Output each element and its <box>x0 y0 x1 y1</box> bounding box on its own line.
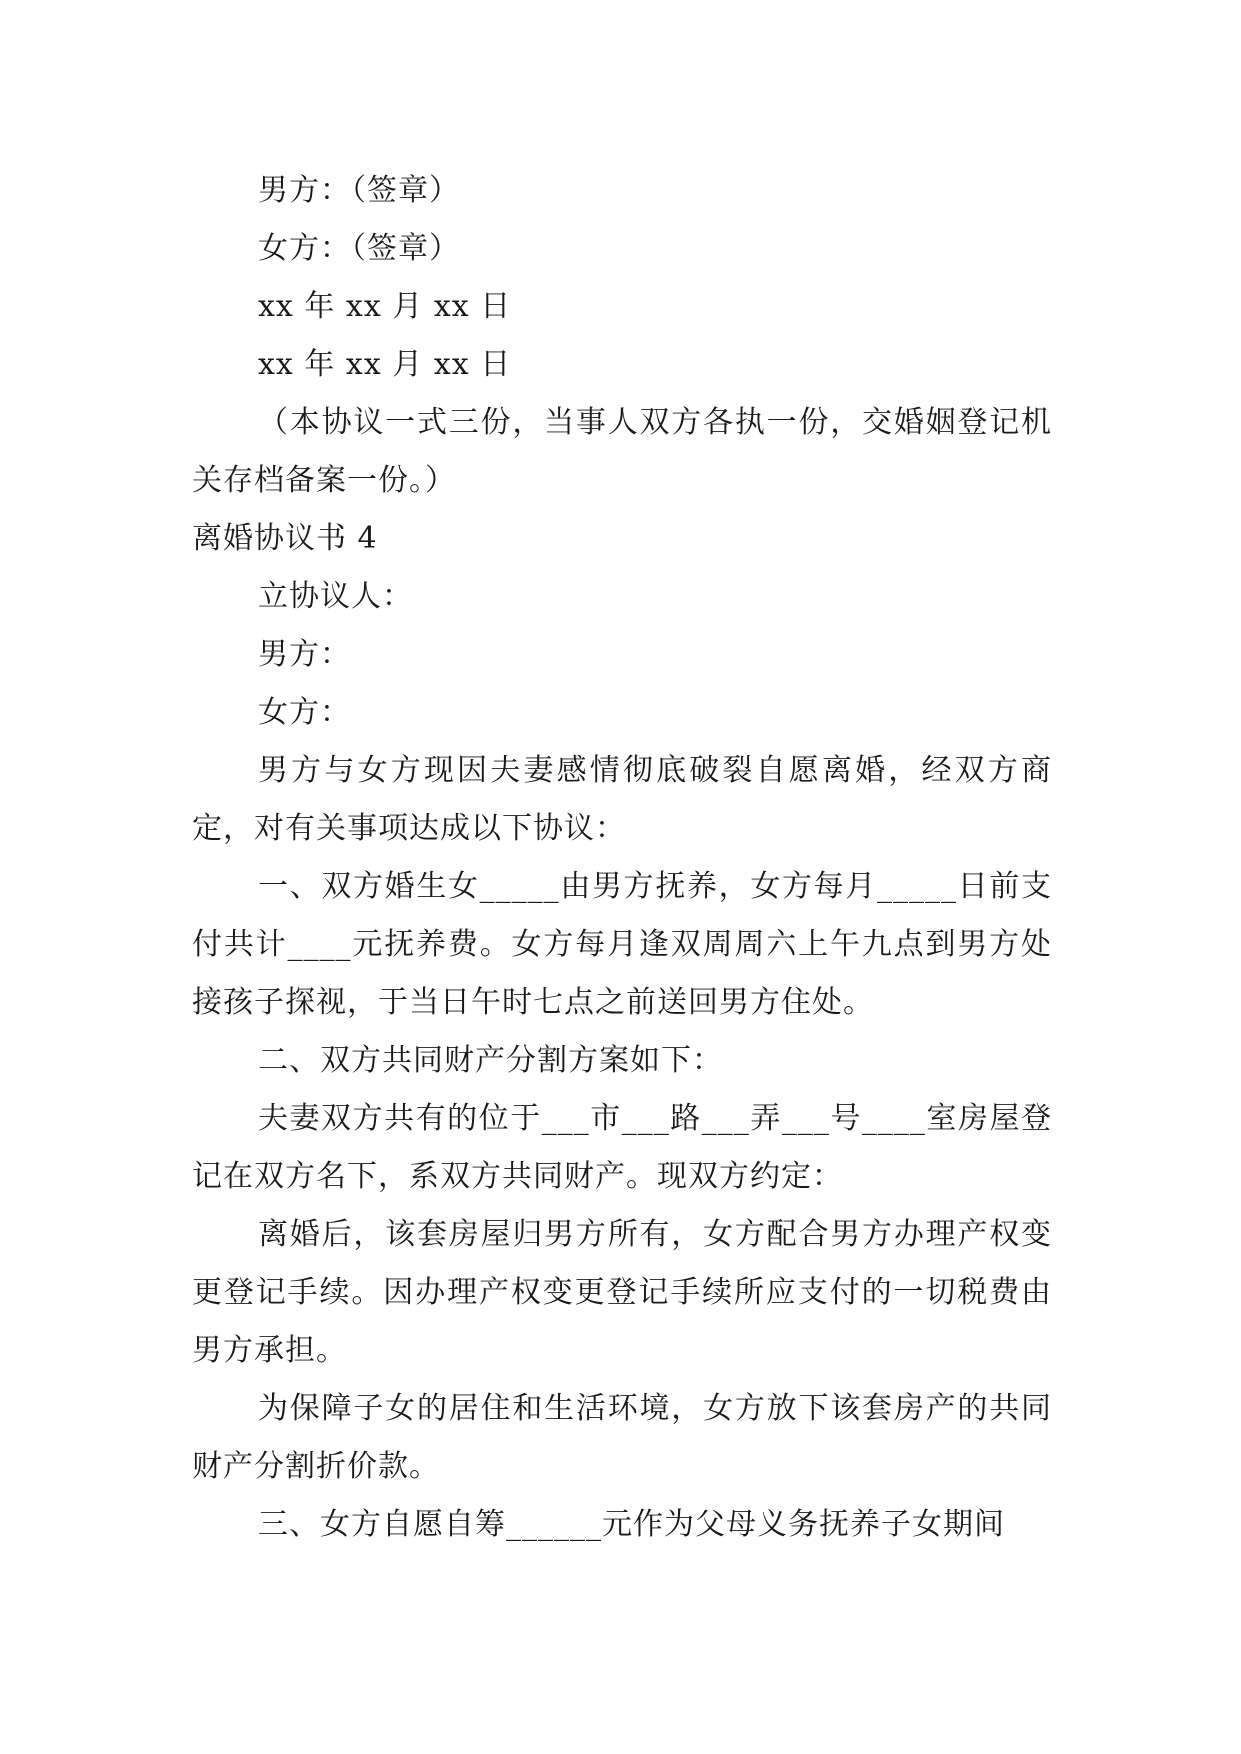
parties-label: 立协议人： <box>258 579 413 614</box>
property-ownership: 离婚后，该套房屋归男方所有，女方配合男方办理产权变更登记手续。因办理产权变更登记手续所应支付的一切税费由男方承担。 <box>192 1217 1052 1368</box>
party-woman: 女方： <box>258 695 351 730</box>
property-waiver: 为保障子女的居住和生活环境，女方放下该套房产的共同财产分割折价款。 <box>192 1391 1052 1484</box>
clause-property-heading: 二、双方共同财产分割方案如下： <box>258 1043 723 1078</box>
signature-line-woman: 女方：（签章） <box>258 231 460 266</box>
date-line: xx 年 xx 月 xx 日 <box>258 289 512 324</box>
clause-support: 三、女方自愿自筹______元作为父母义务抚养子女期间 <box>258 1507 1005 1542</box>
section-title: 离婚协议书 4 <box>192 521 378 556</box>
property-description: 夫妻双方共有的位于___市___路___弄___号____室房屋登记在双方名下，系双方共同财产。现双方约定： <box>192 1101 1052 1194</box>
clause-custody: 一、双方婚生女_____由男方抚养，女方每月_____日前支付共计____元抚养费。女方每月逢双周周六上午九点到男方处接孩子探视，于当日午时七点之前送回男方住处。 <box>192 869 1052 1020</box>
signature-line-man: 男方：（签章） <box>258 173 460 208</box>
copies-note: （本协议一式三份，当事人双方各执一份，交婚姻登记机关存档备案一份。） <box>192 405 1052 498</box>
document-body <box>192 162 1052 1554</box>
date-line: xx 年 xx 月 xx 日 <box>258 347 512 382</box>
preamble-paragraph: 男方与女方现因夫妻感情彻底破裂自愿离婚，经双方商定，对有关事项达成以下协议： <box>192 753 1052 846</box>
party-man: 男方： <box>258 637 351 672</box>
